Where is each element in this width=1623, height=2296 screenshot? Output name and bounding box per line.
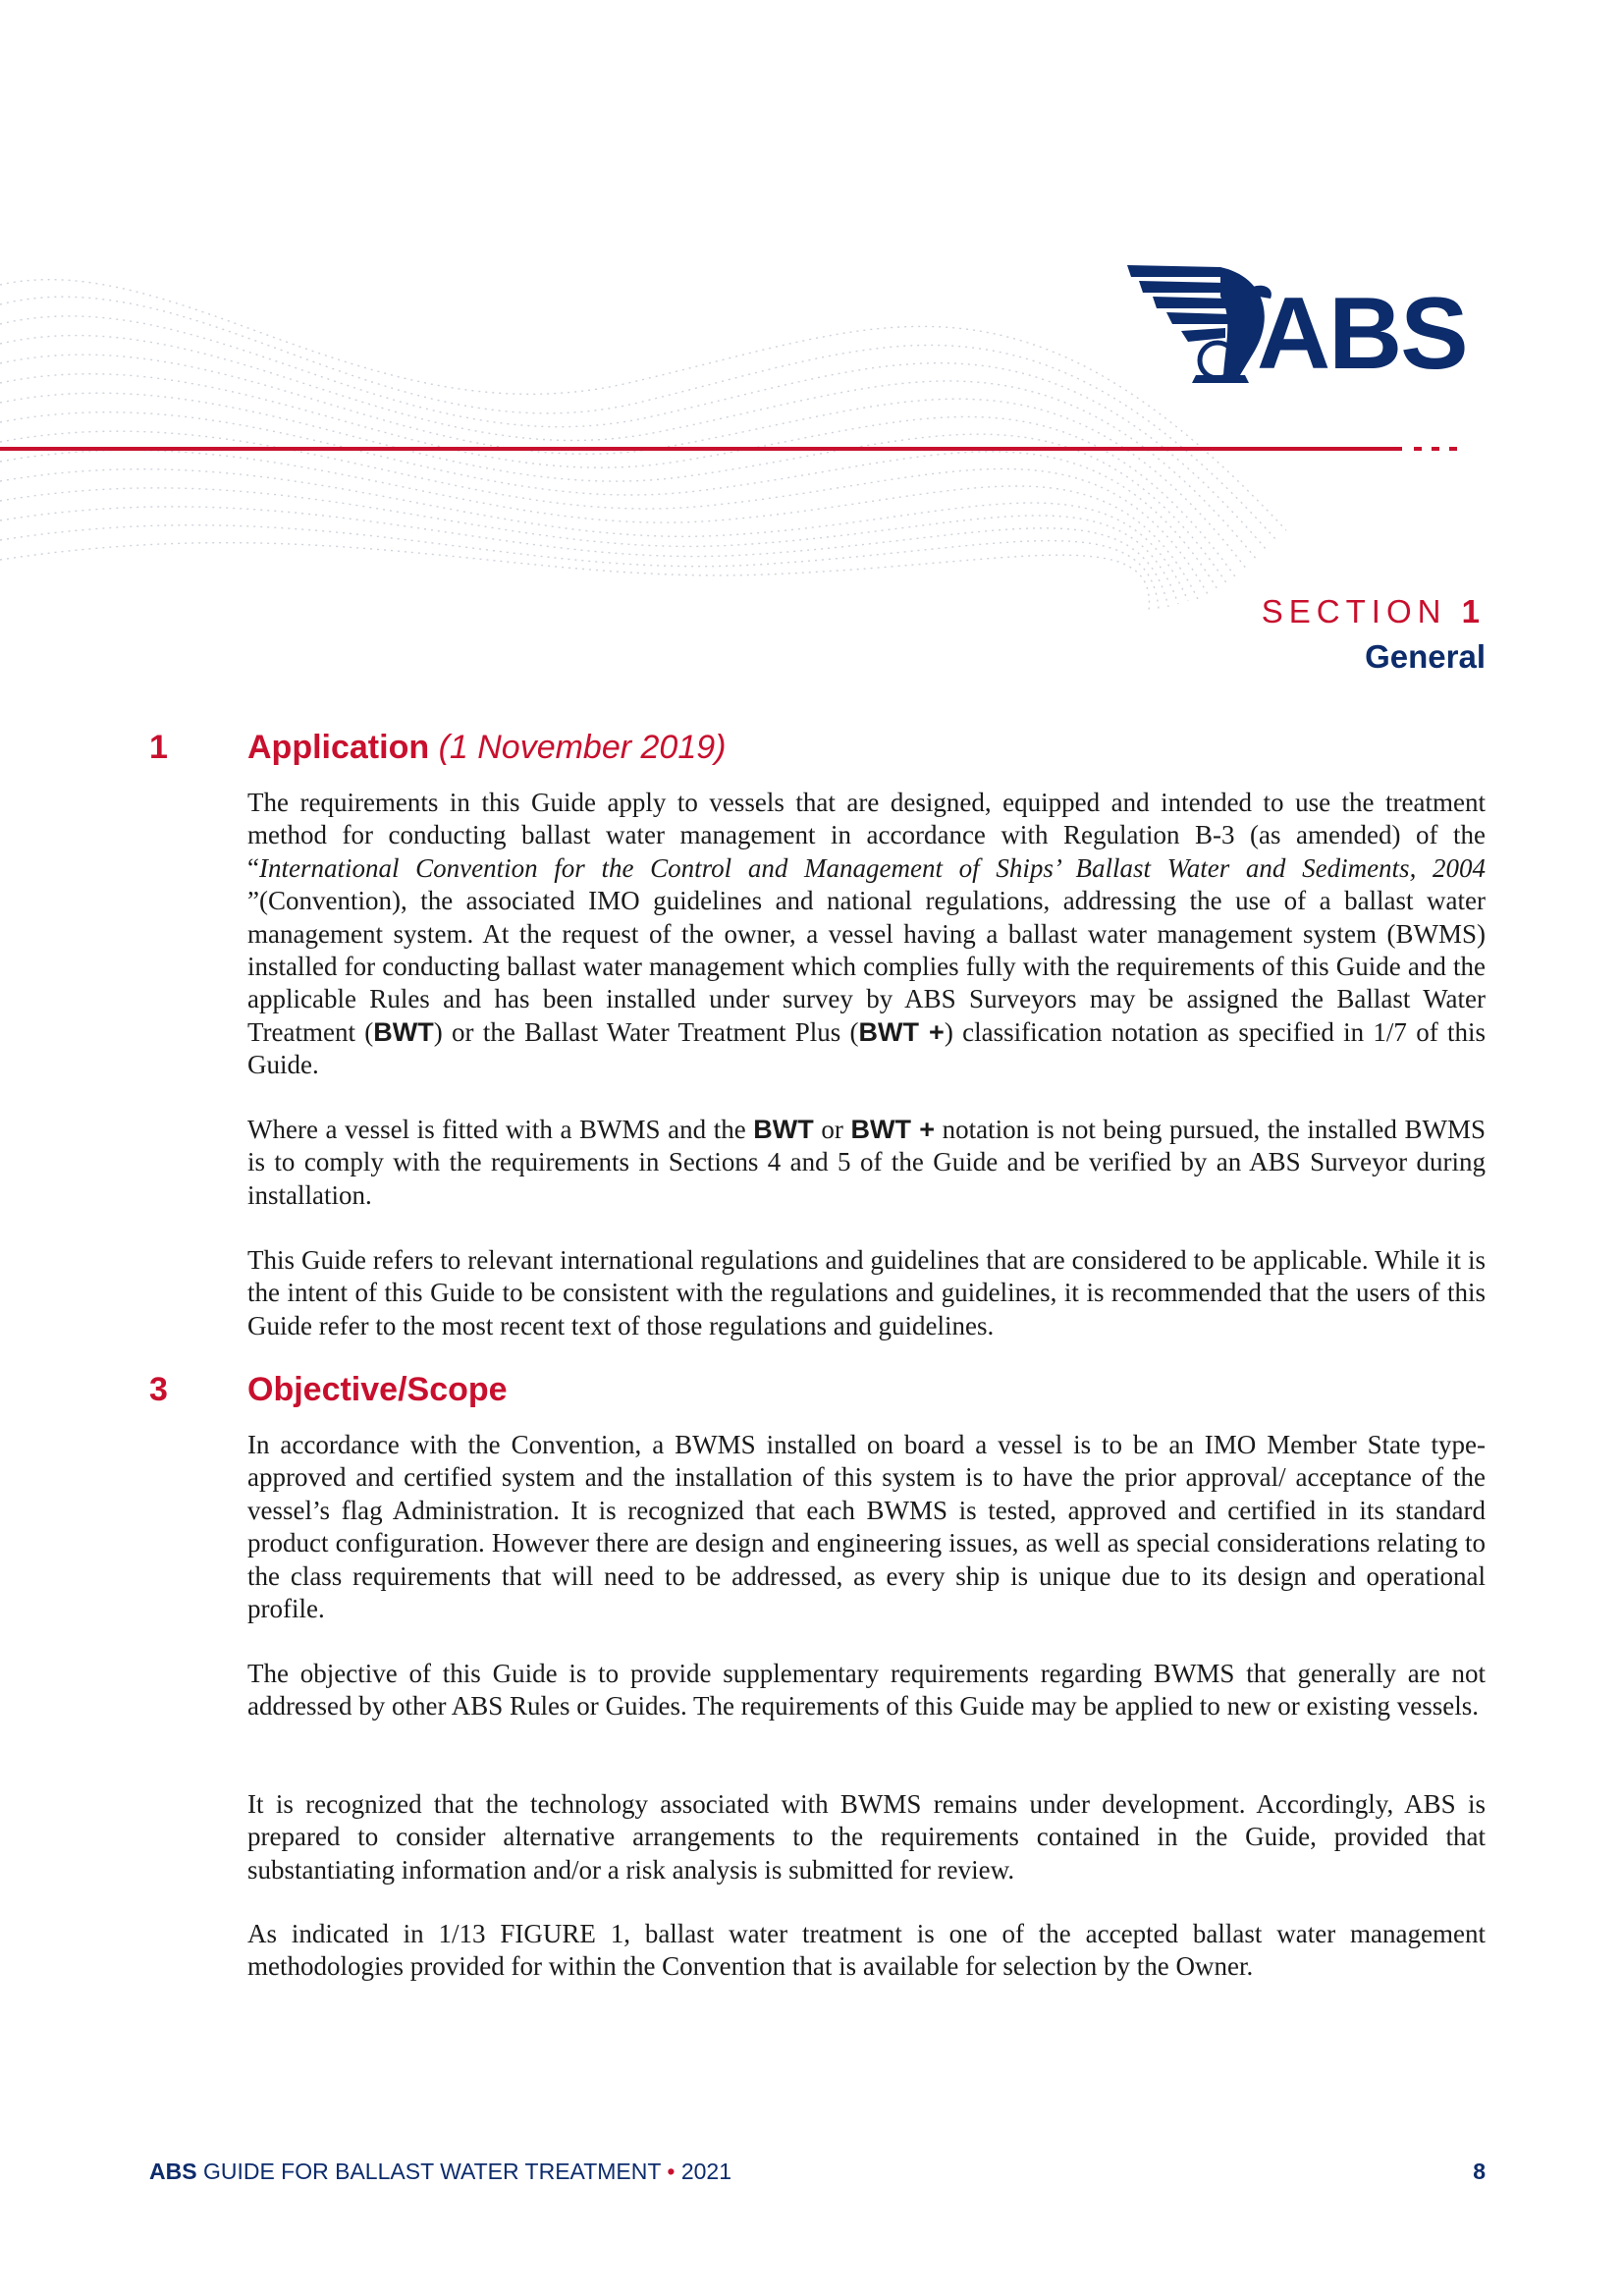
paragraph-objective-2: The objective of this Guide is to provide supplementary requirements regarding BWMS that generally are not addressed by other ABS Rules or Guides. The requirements of this Guide may be applied to new or existing vessels. <box>247 1659 1486 1722</box>
text-run: The requirements in this Guide apply to vessels that are designed, equipped and intended to use the treatment method for conducting ballast water management in accordance with Regulation B-3 (as amended) of the “ <box>247 788 1486 883</box>
text-run: ) or the Ballast Water Treatment Plus ( <box>433 1016 859 1047</box>
heading-number: 1 <box>149 729 168 766</box>
notation-bwt-plus: BWT + <box>850 1115 936 1144</box>
notation-bwt-plus: BWT + <box>858 1016 945 1047</box>
footer-brand: ABS <box>149 2159 197 2184</box>
text-run: ) classification notation as specified in 1/7 of this Guide. <box>247 1016 1486 1080</box>
paragraph-objective-3: It is recognized that the technology associated with BWMS remains under development. Accordingly, ABS is prepared to consider alternative arrangements to the requirements contained in the Guide, provided that substantiating information and/or a risk analysis is submitted for review. <box>247 1789 1486 1885</box>
notation-bwt: BWT <box>753 1115 814 1144</box>
heading-number: 3 <box>149 1371 168 1408</box>
text-run: ”(Convention), the associated IMO guidelines and national regulations, addressing the use of a ballast water management system. At the request of the owner, a vessel having a ballast water management system (BWMS) installed for conducting ballast water management which complies fully with the requirements of this Guide and the applicable Rules and has been installed under survey by ABS Surveyors may be assigned the Ballast Water Treatment ( <box>247 886 1486 1047</box>
paragraph-application-1 <box>247 787 1486 1082</box>
paragraph-objective-4: As indicated in 1/13 FIGURE 1, ballast water treatment is one of the accepted ballast water management methodologies provided for within the Convention that is available for selection by the Owner. <box>247 1919 1486 1982</box>
text-run: Where a vessel is fitted with a BWMS and the <box>247 1115 754 1144</box>
section-label <box>1262 593 1486 630</box>
footer-title: GUIDE FOR BALLAST WATER TREATMENT <box>196 2159 668 2184</box>
footer-bullet: • <box>667 2159 676 2184</box>
section-number: 1 <box>1461 593 1486 629</box>
text-run: notation is not being pursued, the installed BWMS is to comply with the requirements in Sections 4 and 5 of the Guide and be verified by an ABS Surveyor during installation. <box>247 1115 1486 1210</box>
footer-year: 2021 <box>675 2159 731 2184</box>
heading-title: Application <box>247 729 430 766</box>
text-run: or <box>813 1115 851 1144</box>
section-label-text: SECTION <box>1261 593 1447 629</box>
page-footer <box>149 2159 1486 2185</box>
page-number: 8 <box>1473 2159 1486 2184</box>
heading-date: (1 November 2019) <box>438 729 727 766</box>
heading-title: Objective/Scope <box>247 1371 508 1408</box>
notation-bwt: BWT <box>373 1016 434 1047</box>
abs-logo-wordmark: ABS <box>1257 277 1467 391</box>
paragraph-objective-1: In accordance with the Convention, a BWMS installed on board a vessel is to be an IMO Member State type-approved and certified system and the installation of this system is to have the prior approval/ acceptance of the vessel’s flag Administration. It is recognized that each BWMS is tested, approved and certified in its standard product configuration. However there are design and engineering issues, as well as special considerations relating to the class requirements that will need to be addressed, as every ship is unique due to its design and operational profile. <box>247 1430 1486 1624</box>
section-title: General <box>1365 638 1486 675</box>
convention-title: International Convention for the Control and Management of Ships’ Ballast Water and Sediments, 2004 <box>258 852 1486 883</box>
paragraph-application-3: This Guide refers to relevant international regulations and guidelines that are considered to be applicable. While it is the intent of this Guide to be consistent with the regulations and guidelines, it is recommended that the users of this Guide refer to the most recent text of those regulations and guidelines. <box>247 1245 1486 1340</box>
paragraph-application-2 <box>247 1114 1486 1212</box>
